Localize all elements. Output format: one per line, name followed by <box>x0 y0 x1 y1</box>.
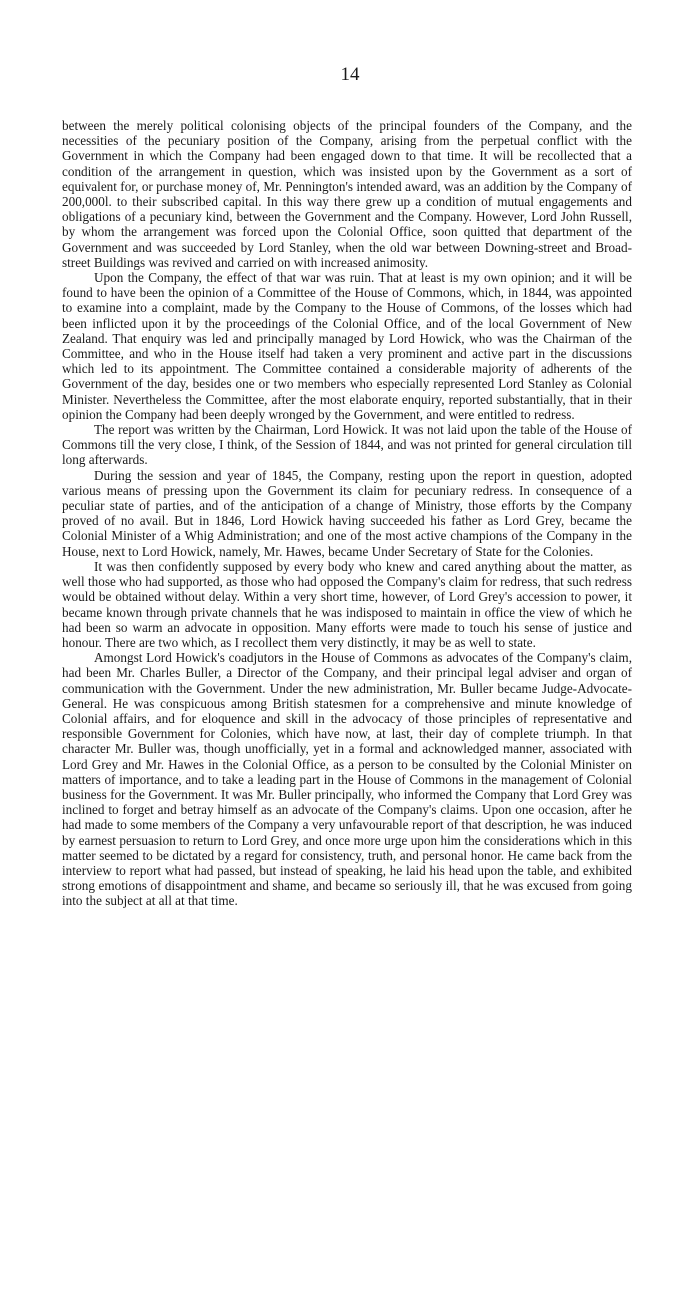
paragraph-confident-supposition: It was then confidently supposed by every body who knew and cared anything about the matter, as well those who had supported, as those who had opposed the Company's claim for redress, that such redress would be obtained without delay. Within a very short time, however, of Lord Grey's accession to power, it became known through private channels that he was indisposed to maintain in office the view of which he had been so warm an advocate in opposition. Many efforts were made to touch his sense of justice and honour. There are two which, as I recollect them very distinctly, it may be as well to state. <box>62 558 632 650</box>
paragraph-session-1845: During the session and year of 1845, the Company, resting upon the report in question, adopted various means of pressing upon the Government its claim for pecuniary redress. In consequence of a peculiar state of parties, and of the anticipation of a change of Ministry, those efforts by the Company proved of no avail. But in 1846, Lord Howick having succeeded his father as Lord Grey, became the Colonial Minister of a Whig Administration; and one of the most active champions of the Company in the House, next to Lord Howick, namely, Mr. Hawes, became Under Secretary of State for the Colonies. <box>62 467 632 559</box>
paragraph-buller: Amongst Lord Howick's coadjutors in the House of Commons as advocates of the Company's claim, had been Mr. Charles Buller, a Director of the Company, and their principal legal adviser and organ of communication with the Government. Under the new administration, Mr. Buller became Judge-Advocate-General. He was conspicuous among British statesmen for a comprehensive and minute knowledge of Colonial affairs, and for eloquence and skill in the advocacy of those principles of representative and responsible Government for Colonies, which have now, at last, their day of complete triumph. In that character Mr. Buller was, though unofficially, yet in a formal and acknowledged manner, associated with Lord Grey and Mr. Hawes in the Colonial Office, as a person to be consulted by the Colonial Minister on matters of importance, and to take a leading part in the House of Commons in the management of Colonial business for the Government. It was Mr. Buller principally, who informed the Company that Lord Grey was inclined to forget and betray himself as an advocate of the Company's claims. Upon one occasion, after he had made to some members of the Company a very unfavourable report of that description, he was induced by earnest persuasion to return to Lord Grey, and once more urge upon him the considerations which in this matter seemed to be dictated by a regard for consistency, truth, and personal honor. He came back from the interview to report what had passed, but instead of speaking, he laid his head upon the table, and exhibited strong emotions of disappointment and shame, and became so seriously ill, that he was excused from going into the subject at all at that time. <box>62 650 632 909</box>
body-text <box>62 118 632 909</box>
paragraph-company-ruin: Upon the Company, the effect of that war was ruin. That at least is my own opinion; and it will be found to have been the opinion of a Committee of the House of Commons, which, in 1844, was appointed to examine into a complaint, made by the Company to the House of Commons, of the losses which had been inflicted upon it by the proceedings of the Colonial Office, and of the local Government of New Zealand. That enquiry was led and principally managed by Lord Howick, who was the Chairman of the Committee, and who in the House itself had taken a very prominent and active part in the discussions which led to its appointment. The Committee contained a considerable majority of adherents of the Government of the day, besides one or two members who especially represented Lord Stanley as Colonial Minister. Nevertheless the Committee, after the most elaborate enquiry, reported substantially, that in their opinion the Company had been deeply wronged by the Government, and were entitled to redress. <box>62 270 632 422</box>
page-number: 14 <box>340 64 360 85</box>
paragraph-report: The report was written by the Chairman, Lord Howick. It was not laid upon the table of the House of Commons till the very close, I think, of the Session of 1844, and was not printed for general circulation till long afterwards. <box>62 422 632 468</box>
paragraph-continuation: between the merely political colonising objects of the principal founders of the Company, and the necessities of the pecuniary position of the Company, arising from the perpetual conflict with the Government in which the Company had been engaged down to that time. It will be recollected that a condition of the arrangement in question, which was insisted upon by the Government as a sort of equivalent for, or purchase money of, Mr. Pennington's intended award, was an addition by the Company of 200,000l. to their subscribed capital. In this way there grew up a condition of mutual engagements and obligations of a pecuniary kind, between the Government and the Company. However, Lord John Russell, by whom the arrangement was forced upon the Colonial Office, soon quitted that department of the Government and was succeeded by Lord Stanley, when the old war between Downing-street and Broad-street Buildings was revived and carried on with increased animosity. <box>62 118 632 270</box>
